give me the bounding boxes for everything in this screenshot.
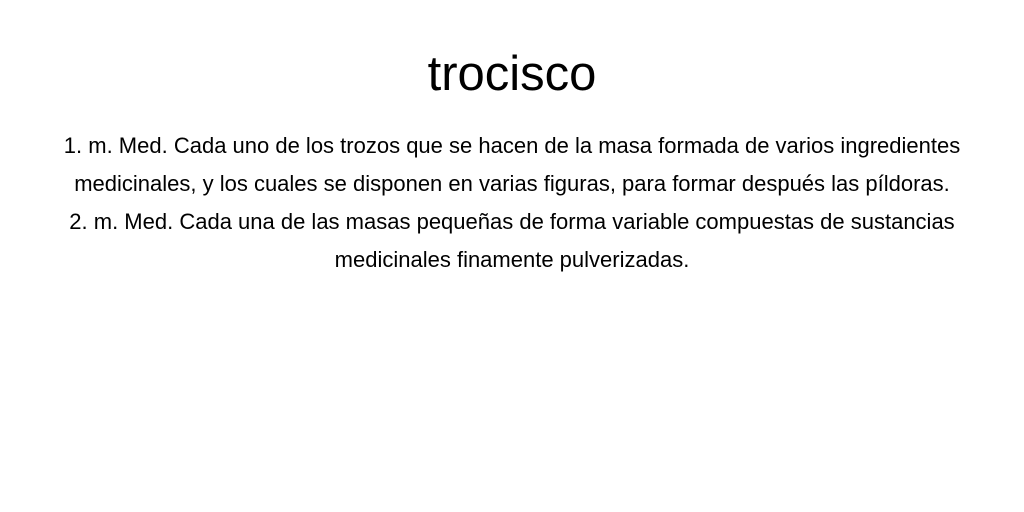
definition-2: 2. m. Med. Cada una de las masas pequeñas de forma variable compuestas de sustancias medicinales finamente pulverizadas. (69, 209, 955, 272)
definition-1: 1. m. Med. Cada uno de los trozos que se hacen de la masa formada de varios ingredientes medicinales, y los cuales se disponen en varias figuras, para formar después las píldoras. (63, 133, 961, 196)
entry-headword: trocisco (427, 47, 597, 101)
definition-list (60, 127, 964, 279)
